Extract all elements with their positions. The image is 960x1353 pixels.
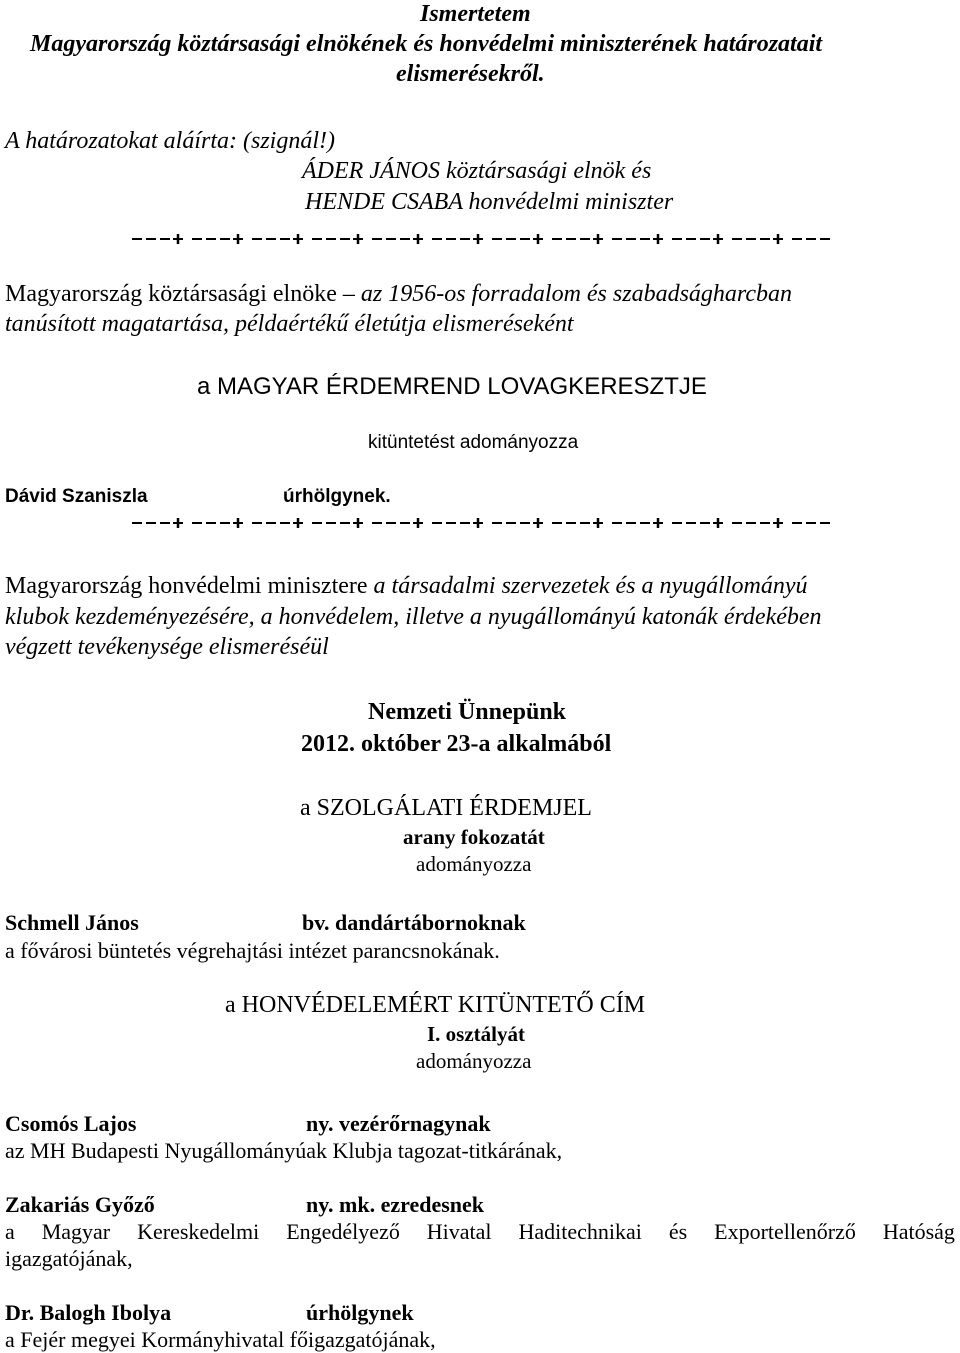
recipient-name-2: Schmell János — [5, 910, 139, 935]
award-title-2: a SZOLGÁLATI ÉRDEMJEL — [300, 795, 592, 821]
recipient-title-1: úrhölgynek. — [283, 486, 391, 507]
award-title-1: a MAGYAR ÉRDEMREND LOVAGKERESZTJE — [197, 373, 707, 400]
recipient-role-5: a Fejér megyei Kormányhivatal főigazgatójának, — [5, 1327, 436, 1352]
award-title-3: a HONVÉDELEMÉRT KITÜNTETŐ CÍM — [225, 992, 646, 1018]
recipient-role-4: a Magyar Kereskedelmi Engedélyező Hivatal Haditechnikai és Exportellenőrző Hatóság — [5, 1219, 955, 1244]
recipient-name-3: Csomós Lajos — [5, 1111, 137, 1136]
award-grade-2: arany fokozatát — [403, 825, 545, 849]
recipient-rank-4: ny. mk. ezredesnek — [306, 1192, 485, 1217]
recipient-name-5: Dr. Balogh Ibolya — [5, 1300, 172, 1325]
recipient-name-1: Dávid Szaniszla — [5, 486, 148, 507]
recipient-role-4-line2: igazgatójának, — [5, 1246, 133, 1271]
header-line-2: Magyarország köztársasági elnökének és honvédelmi miniszterének határozatait — [30, 31, 823, 57]
recipient-name-4: Zakariás Győző — [5, 1192, 155, 1217]
occasion-line-1: Nemzeti Ünnepünk — [368, 699, 567, 725]
signer-1: ÁDER JÁNOS köztársasági elnök és — [302, 158, 652, 184]
recipient-role-3: az MH Budapesti Nyugállományúak Klubja tagozat-titkárának, — [5, 1138, 563, 1163]
section1-intro: Magyarország köztársasági elnöke – az 1956-os forradalom és szabadságharcban — [5, 281, 793, 307]
section2-intro: Magyarország honvédelmi minisztere a társadalmi szervezetek és a nyugállományú — [5, 573, 808, 599]
separator-line — [128, 232, 838, 246]
occasion-line-2: 2012. október 23-a alkalmából — [301, 731, 612, 757]
section1-intro-line2: tanúsított magatartása, példaértékű életútja elismeréseként — [5, 311, 574, 337]
signed-label: A határozatokat aláírta: (szignál!) — [5, 128, 335, 154]
separator-line — [128, 516, 838, 530]
recipient-rank-5: úrhölgynek — [306, 1300, 414, 1325]
section2-intro-line3: végzett tevékenysége elismeréséül — [5, 634, 329, 660]
award-grant-1: kitüntetést adományozza — [368, 432, 579, 453]
recipient-role-2: a fővárosi büntetés végrehajtási intézet parancsnokának. — [5, 938, 500, 963]
award-grade-3: I. osztályát — [427, 1022, 525, 1046]
recipient-rank-3: ny. vezérőrnagynak — [306, 1111, 491, 1136]
header-line-3: elismerésekről. — [396, 61, 545, 87]
header-line-1: Ismertetem — [420, 1, 531, 27]
signer-2: HENDE CSABA honvédelmi miniszter — [305, 189, 674, 215]
award-grant-2: adományozza — [416, 852, 532, 876]
recipient-rank-2: bv. dandártábornoknak — [302, 910, 526, 935]
award-grant-3: adományozza — [416, 1049, 532, 1073]
section2-intro-line2: klubok kezdeményezésére, a honvédelem, illetve a nyugállományú katonák érdekében — [5, 604, 822, 630]
